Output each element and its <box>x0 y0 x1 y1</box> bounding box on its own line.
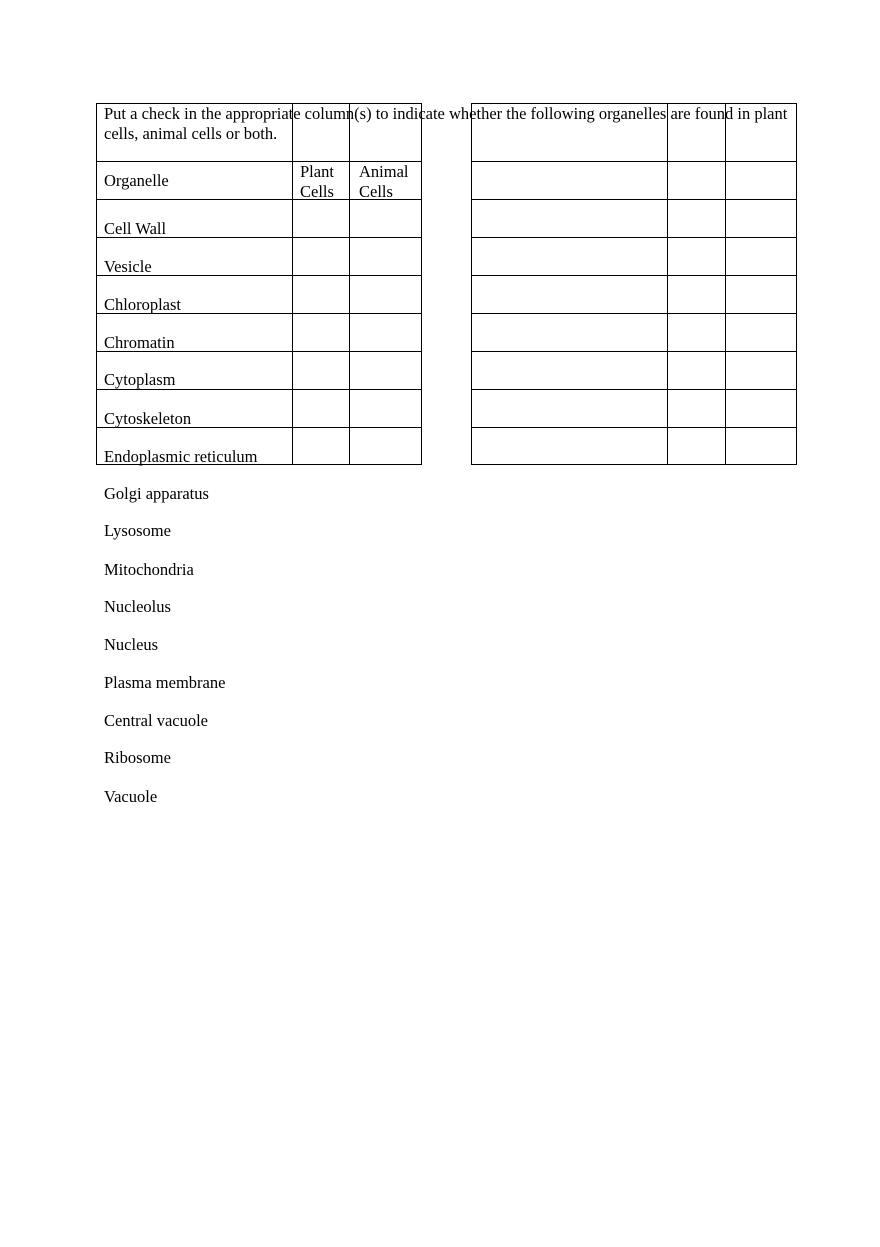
plant-header-line2: Cells <box>300 182 334 201</box>
plant-cells-column-header <box>300 162 334 202</box>
organelle-label: Mitochondria <box>104 560 194 579</box>
organelle-label: Lysosome <box>104 521 171 540</box>
organelle-label: Nucleolus <box>104 597 171 616</box>
plant-header-line1: Plant <box>300 162 334 181</box>
animal-header-line2: Cells <box>359 182 393 201</box>
organelle-label: Cytoplasm <box>104 370 176 389</box>
organelle-label: Golgi apparatus <box>104 484 209 503</box>
instruction-text: Put a check in the appropriate column(s) to indicate whether the following organelles are found in plant cells, animal cells or both. <box>104 104 788 143</box>
right-table-lines <box>471 103 797 465</box>
organelle-label: Chromatin <box>104 333 175 352</box>
organelle-column-header: Organelle <box>104 171 169 190</box>
organelle-label: Cytoskeleton <box>104 409 192 428</box>
organelle-label: Cell Wall <box>104 219 167 238</box>
organelle-label: Nucleus <box>104 635 159 654</box>
animal-header-line1: Animal <box>359 162 409 181</box>
organelle-label: Vesicle <box>104 257 152 276</box>
organelle-label: Plasma membrane <box>104 673 226 692</box>
organelle-label: Central vacuole <box>104 711 208 730</box>
organelle-label: Endoplasmic reticulum <box>104 447 258 466</box>
organelle-label: Vacuole <box>104 787 158 806</box>
organelle-label: Chloroplast <box>104 295 181 314</box>
animal-cells-column-header <box>359 162 409 202</box>
organelle-label: Ribosome <box>104 748 171 767</box>
